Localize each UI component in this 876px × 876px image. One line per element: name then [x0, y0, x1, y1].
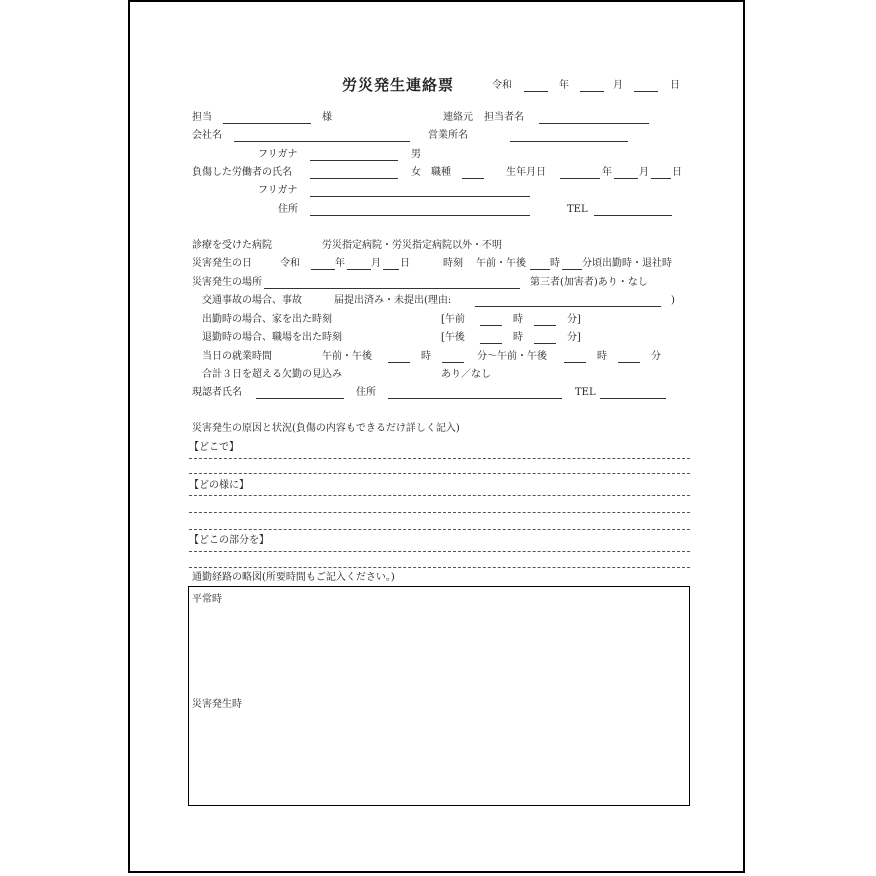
form-title: 労災発生連絡票 — [342, 76, 455, 94]
place-label: 災害発生の場所 — [192, 277, 262, 288]
date-month-label: 月 — [613, 80, 623, 91]
furigana2-label: フリガナ — [258, 185, 298, 196]
injured-name-field[interactable] — [310, 178, 398, 179]
route-map-box[interactable] — [188, 586, 690, 806]
witness-label: 現認者氏名 — [192, 387, 242, 398]
witness-field[interactable] — [256, 398, 344, 399]
cause-where-line-2[interactable] — [189, 473, 690, 474]
company-field[interactable] — [234, 141, 410, 142]
commute-back-hour-field[interactable] — [480, 343, 502, 344]
witness-tel-field[interactable] — [600, 398, 666, 399]
tel-label: TEL — [567, 204, 588, 215]
work-start-hour-field[interactable] — [388, 362, 410, 363]
cause-where-line-1[interactable] — [189, 458, 690, 459]
cause-how-line-2[interactable] — [189, 512, 690, 513]
birth-month-field[interactable] — [614, 178, 638, 179]
incident-month-field[interactable] — [347, 269, 371, 270]
witness-address-field[interactable] — [388, 398, 562, 399]
incident-month-label: 月 — [371, 258, 381, 269]
commute-back-label: 退勤時の場合、職場を出た時刻 — [202, 332, 342, 343]
office-field[interactable] — [510, 141, 628, 142]
injured-name-label: 負傷した労働者の氏名 — [192, 167, 292, 178]
cause-heading: 災害発生の原因と状況(負傷の内容もできるだけ詳しく記入) — [192, 423, 460, 434]
incident-day-label: 日 — [400, 258, 410, 269]
work-end-hour-label: 時 — [597, 351, 607, 362]
hospital-label: 診療を受けた病院 — [192, 240, 272, 251]
commute-back-pm: [午後 — [441, 332, 465, 343]
incident-year-field[interactable] — [311, 269, 335, 270]
cause-part-line-1[interactable] — [189, 551, 690, 552]
incident-time-label: 時刻 — [443, 258, 463, 269]
third-party[interactable]: 第三者(加害者)あり・なし — [530, 277, 648, 288]
birth-day-field[interactable] — [651, 178, 671, 179]
contact-person-label: 担当者名 — [484, 112, 524, 123]
commute-out-hour-label: 時 — [513, 314, 523, 325]
traffic-label: 交通事故の場合、事故 — [202, 295, 302, 306]
incident-minute-context[interactable]: 分頃出勤時・退社時 — [582, 258, 672, 269]
work-end-hour-field[interactable] — [564, 362, 586, 363]
incident-hour-label: 時 — [550, 258, 560, 269]
cause-part-line-2[interactable] — [189, 567, 690, 568]
birth-year-field[interactable] — [560, 178, 600, 179]
address-label: 住所 — [278, 204, 298, 215]
cause-how-label: 【どの様に】 — [189, 480, 249, 491]
work-start-ampm[interactable]: 午前・午後 — [322, 351, 372, 362]
sama-label: 様 — [322, 112, 332, 123]
cause-how-line-3[interactable] — [189, 529, 690, 530]
absence-label: 合計３日を超える欠勤の見込み — [202, 369, 342, 380]
tel-field[interactable] — [594, 215, 672, 216]
commute-out-label: 出勤時の場合、家を出た時刻 — [202, 314, 332, 325]
work-start-minute-field[interactable] — [442, 362, 464, 363]
commute-back-hour-label: 時 — [513, 332, 523, 343]
form-page — [128, 0, 745, 873]
job-field[interactable] — [462, 178, 484, 179]
date-day-label: 日 — [670, 80, 680, 91]
witness-tel-label: TEL — [575, 387, 596, 398]
cause-where-label: 【どこで】 — [189, 442, 239, 453]
birth-label: 生年月日 — [506, 167, 546, 178]
company-label: 会社名 — [192, 130, 222, 141]
commute-out-am: [午前 — [441, 314, 465, 325]
incident-era: 令和 — [280, 258, 300, 269]
incident-hour-field[interactable] — [530, 269, 550, 270]
contact-person-field[interactable] — [539, 123, 649, 124]
incident-ampm[interactable]: 午前・午後 — [476, 258, 526, 269]
report-close-paren: ) — [671, 295, 675, 306]
address-field[interactable] — [310, 215, 530, 216]
absence-options[interactable]: あり／なし — [441, 369, 491, 380]
work-hours-label: 当日の就業時間 — [202, 351, 272, 362]
commute-back-minute-label: 分] — [567, 332, 581, 343]
commute-out-hour-field[interactable] — [480, 325, 502, 326]
report-status[interactable]: 届提出済み・未提出(理由: — [334, 295, 452, 306]
birth-day-label: 日 — [672, 167, 682, 178]
incident-date-label: 災害発生の日 — [192, 258, 252, 269]
date-month-field[interactable] — [580, 91, 604, 92]
date-era: 令和 — [492, 80, 512, 91]
hospital-options[interactable]: 労災指定病院・労災指定病院以外・不明 — [322, 240, 502, 251]
incident-year-label: 年 — [335, 258, 345, 269]
birth-month-label: 月 — [639, 167, 649, 178]
commute-out-minute-label: 分] — [567, 314, 581, 325]
furigana1-field[interactable] — [310, 160, 398, 161]
cause-part-label: 【どこの部分を】 — [189, 535, 269, 546]
date-year-field[interactable] — [524, 91, 548, 92]
cause-how-line-1[interactable] — [189, 495, 690, 496]
birth-year-label: 年 — [602, 167, 612, 178]
work-end-minute-field[interactable] — [618, 362, 640, 363]
work-middle[interactable]: 分〜午前・午後 — [477, 351, 547, 362]
office-label: 営業所名 — [428, 130, 468, 141]
furigana2-field[interactable] — [310, 196, 530, 197]
date-year-label: 年 — [559, 80, 569, 91]
work-end-minute-label: 分 — [651, 351, 661, 362]
place-field[interactable] — [264, 288, 520, 289]
route-normal-label: 平常時 — [192, 594, 222, 605]
work-start-hour-label: 時 — [421, 351, 431, 362]
route-disaster-label: 災害発生時 — [192, 699, 242, 710]
incident-day-field[interactable] — [383, 269, 399, 270]
female-label: 女 — [411, 167, 421, 178]
date-day-field[interactable] — [634, 91, 658, 92]
report-reason-field[interactable] — [475, 306, 661, 307]
job-label: 職種 — [431, 167, 451, 178]
route-heading: 通勤経路の略図(所要時間もご記入ください。) — [192, 572, 395, 583]
furigana1-label: フリガナ — [258, 149, 298, 160]
tanto-label: 担当 — [192, 112, 212, 123]
contact-label: 連絡元 — [443, 112, 473, 123]
witness-address-label: 住所 — [356, 387, 376, 398]
tanto-field[interactable] — [223, 123, 311, 124]
male-label: 男 — [411, 149, 421, 160]
commute-out-minute-field[interactable] — [534, 325, 556, 326]
incident-minute-field[interactable] — [562, 269, 582, 270]
commute-back-minute-field[interactable] — [534, 343, 556, 344]
